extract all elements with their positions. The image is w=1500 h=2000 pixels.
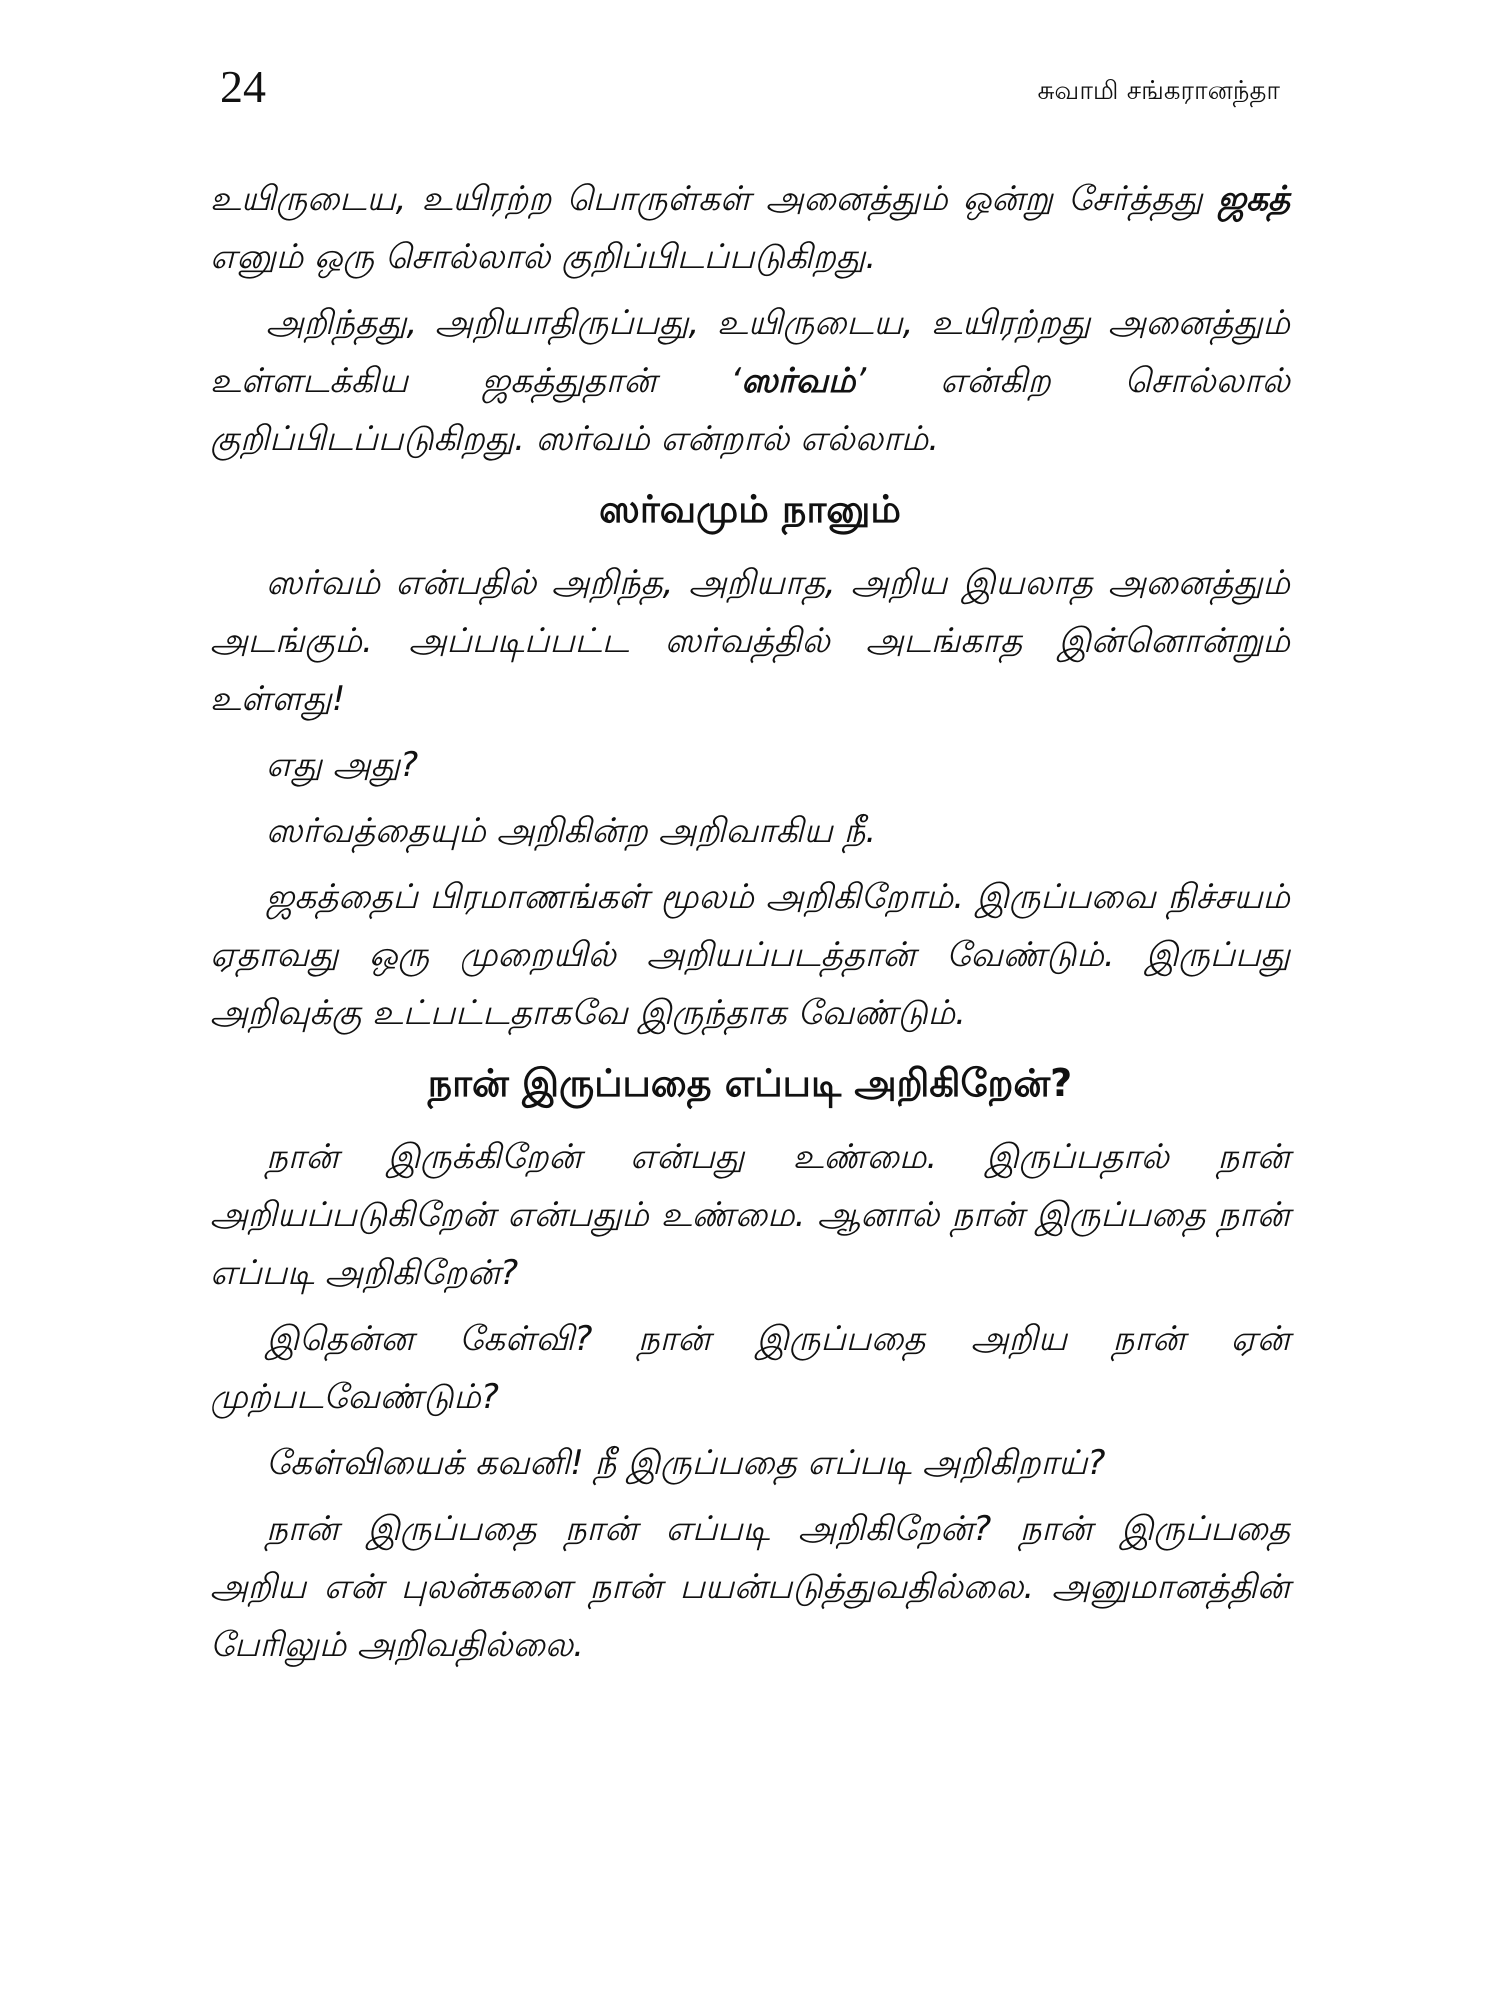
section-heading-2: நான் இருப்பதை எப்படி அறிகிறேன்? (427, 1061, 1073, 1105)
paragraph-2 (210, 294, 1290, 468)
paragraph-4: எது அது? (266, 745, 419, 785)
paragraph-1-text-b: எனும் ஒரு சொல்லால் குறிப்பிடப்படுகிறது. (210, 237, 877, 277)
paragraph-7: நான் இருக்கிறேன் என்பது உண்மை. இருப்பதால் நான் அறியப்படுகிறேன் என்பதும் உண்மை. ஆனால் நான் இருப்பதை நான் எப்படி அறிகிறேன்? (210, 1137, 1290, 1293)
paragraph-1-text-a: உயிருடைய, உயிரற்ற பொருள்கள் அனைத்தும் ஒன்று சேர்த்தது (210, 179, 1218, 219)
running-header (210, 60, 1290, 140)
paragraph-2-text-a: அறிந்தது, அறியாதிருப்பது, உயிருடைய, உயிரற்றது அனைத்தும் உள்ளடக்கிய ஜகத்துதான் ‘ (210, 303, 1290, 401)
paragraph-1-bold-term: ஜகத் (1217, 179, 1290, 219)
paragraph-2-bold-term: ஸர்வம் (741, 361, 856, 401)
paragraph-2-text-b: ’ என்கிற சொல்லால் குறிப்பிடப்படுகிறது. ஸர்வம் என்றால் எல்லாம். (210, 361, 1290, 459)
paragraph-5: ஸர்வத்தையும் அறிகின்ற அறிவாகிய நீ. (266, 811, 877, 851)
book-page (210, 60, 1290, 1940)
paragraph-6: ஜகத்தைப் பிரமாணங்கள் மூலம் அறிகிறோம். இருப்பவை நிச்சயம் ஏதாவது ஒரு முறையில் அறியப்படத்தான் வேண்டும். இருப்பது அறிவுக்கு உட்பட்டதாகவே இருந்தாக வேண்டும். (210, 877, 1290, 1033)
section-heading-1: ஸர்வமும் நானும் (599, 487, 901, 531)
paragraph-3: ஸர்வம் என்பதில் அறிந்த, அறியாத, அறிய இயலாத அனைத்தும் அடங்கும். அப்படிப்பட்ட ஸர்வத்தில் அடங்காத இன்னொன்றும் உள்ளது! (210, 563, 1290, 719)
paragraph-10: நான் இருப்பதை நான் எப்படி அறிகிறேன்? நான் இருப்பதை அறிய என் புலன்களை நான் பயன்படுத்துவதில்லை. அனுமானத்தின் பேரிலும் அறிவதில்லை. (210, 1509, 1290, 1665)
paragraph-8: இதென்ன கேள்வி? நான் இருப்பதை அறிய நான் ஏன் முற்படவேண்டும்? (210, 1319, 1290, 1417)
paragraph-1 (210, 170, 1290, 286)
page-body (210, 170, 1290, 1682)
running-title: சுவாமி சங்கரானந்தா (1037, 76, 1280, 106)
page-number: 24 (220, 61, 266, 112)
paragraph-9: கேள்வியைக் கவனி! நீ இருப்பதை எப்படி அறிகிறாய்? (266, 1443, 1106, 1483)
